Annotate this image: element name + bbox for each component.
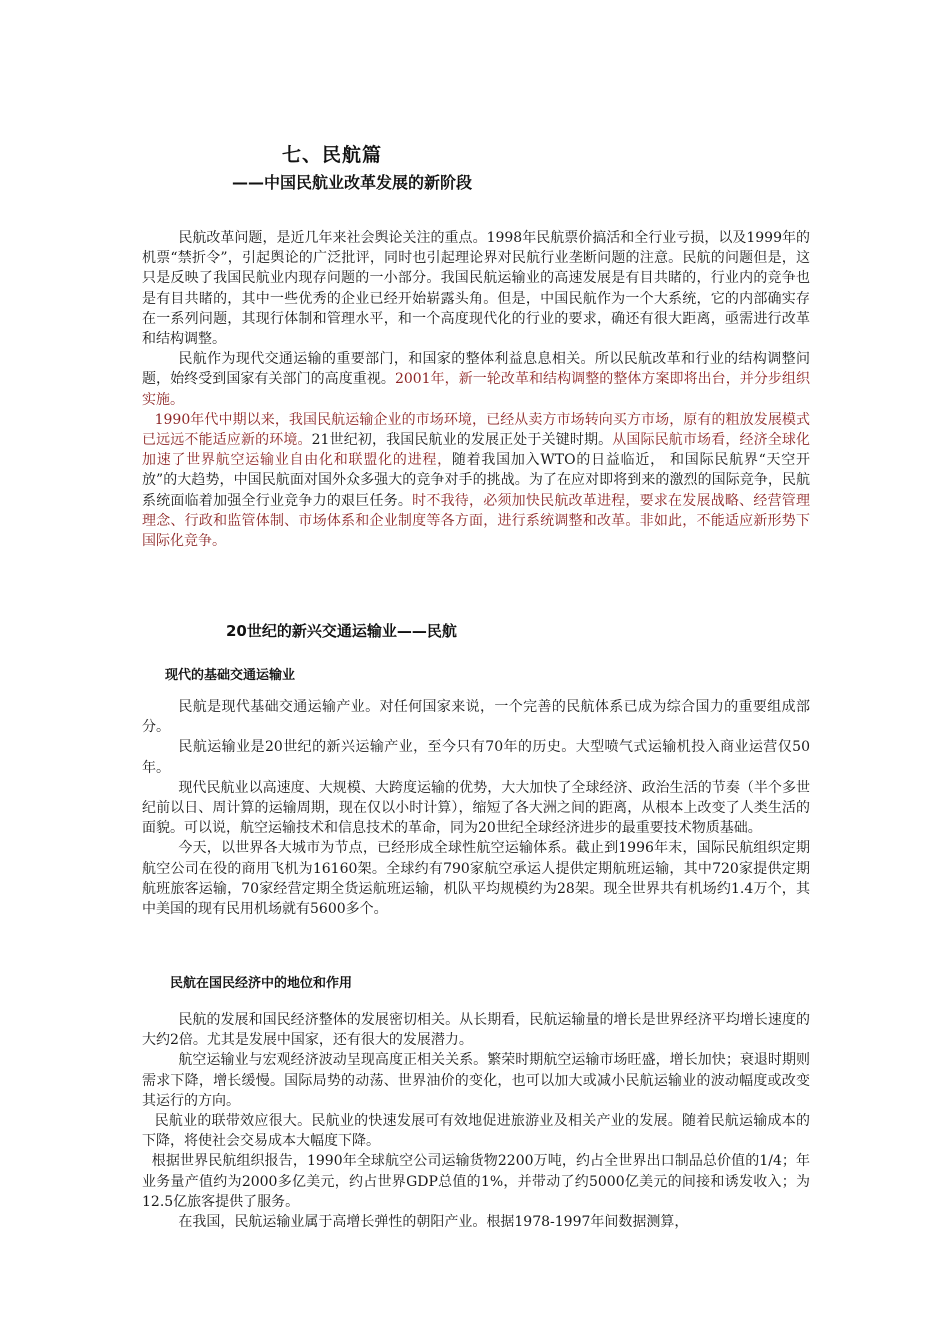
chapter-subtitle: ——中国民航业改革发展的新阶段: [232, 173, 473, 192]
section1-paragraph: 今天，以世界各大城市为节点，已经形成全球性航空运输体系。截止到1996年末，国际民航组织定期航空公司在役的商用飞机为16160架。全球约有790家航空承运人提供定期航班运输，其中720家提供定期航班旅客运输，70家经营定期全货运航班运输，机队平均规模约为28架。现全世界共有机场约1.4万个，其中美国的现有民用机场就有5600多个。: [142, 840, 810, 918]
section1-body: [142, 697, 810, 919]
section2-paragraph: 民航的发展和国民经济整体的发展密切相关。从长期看，民航运输量的增长是世界经济平均增长速度的大约2倍。尤其是发展中国家，还有很大的发展潜力。: [142, 1012, 810, 1049]
section2-body: [142, 1010, 810, 1232]
section1-paragraph: 民航运输业是20世纪的新兴运输产业，至今只有70年的历史。大型喷气式运输机投入商业运营仅50年。: [142, 739, 810, 776]
chapter-title: 七、民航篇: [282, 144, 383, 166]
intro-paragraph-2: [142, 349, 810, 410]
section2-paragraph: 根据世界民航组织报告，1990年全球航空公司运输货物2200万吨，约占全世界出口制品总价值的1/4；年业务量产值约为2000多亿美元，约占世界GDP总值的1%，并带动了约5000亿美元的间接和诱发收入；为12.5亿旅客提供了服务。: [142, 1153, 810, 1210]
intro-paragraph-2-text: 民航作为现代交通运输的重要部门，和国家的整体利益息息相关。所以民航改革和行业的结构调整问题，始终受到国家有关部门的高度重视。: [142, 351, 810, 388]
intro-paragraph-3-text-1: 21世纪初，我国民航业的发展正处于关键时期。: [311, 432, 613, 449]
subsection-heading-1: 现代的基础交通运输业: [165, 668, 296, 683]
intro-paragraph-3-highlight-1: 1990年代中期以来，我国民航运输企业的市场环境，已经从卖方市场转向买方市场，原有的粗放发展模式已远远不能适应新的环境。: [142, 411, 810, 449]
intro-body: [142, 228, 810, 551]
section2-paragraph: 航空运输业与宏观经济波动呈现高度正相关关系。繁荣时期航空运输市场旺盛，增长加快；衰退时期则需求下降，增长缓慢。国际局势的动荡、世界油价的变化，也可以加大或减小民航运输业的波动幅度或改变其运行的方向。: [142, 1052, 810, 1109]
intro-paragraph-2-highlight: 2001年，新一轮改革和结构调整的整体方案即将出台，并分步组织实施。: [142, 371, 810, 408]
subsection-heading-2: 民航在国民经济中的地位和作用: [170, 976, 353, 991]
intro-paragraph-3: [142, 410, 810, 551]
section1-paragraph: 现代民航业以高速度、大规模、大跨度运输的优势，大大加快了全球经济、政治生活的节奏（半个多世纪前以日、周计算的运输周期，现在仅以小时计算），缩短了各大洲之间的距离，从根本上改变了人类生活的面貌。可以说，航空运输技术和信息技术的革命，同为20世纪全球经济进步的最重要技术物质基础。: [142, 779, 810, 837]
intro-paragraph-3-text-2: 随着我国加入WTO的日益临近， 和国际民航界“天空开放”的大趋势，中国民航面对国外众多强大的竞争对手的挑战。为了在应对即将到来的激烈的国际竞争，民航系统面临着加强全行业竞争力的艰巨任务。: [142, 452, 811, 509]
section1-paragraph: 民航是现代基础交通运输产业。对任何国家来说，一个完善的民航体系已成为综合国力的重要组成部分。: [142, 699, 810, 736]
section2-paragraph: 民航业的联带效应很大。民航业的快速发展可有效地促进旅游业及相关产业的发展。随着民航运输成本的下降，将使社会交易成本大幅度下降。: [142, 1113, 810, 1150]
section-heading: 20世纪的新兴交通运输业——民航: [226, 622, 457, 640]
section2-paragraph: 在我国，民航运输业属于高增长弹性的朝阳产业。根据1978-1997年间数据测算，: [178, 1214, 689, 1231]
intro-paragraph-1: 民航改革问题，是近几年来社会舆论关注的重点。1998年民航票价搞活和全行业亏损，以及1999年的机票“禁折令”，引起舆论的广泛批评，同时也引起理论界对民航行业垄断问题的注意。民航的问题但是，这只是反映了我国民航业内现存问题的一小部分。我国民航运输业的高速发展是有目共睹的，行业内的竞争也是有目共睹的，其中一些优秀的企业已经开始崭露头角。但是，中国民航作为一个大系统，它的内部确实存在一系列问题，其现行体制和管理水平，和一个高度现代化的行业的要求，确还有很大距离，亟需进行改革和结构调整。: [142, 230, 810, 348]
intro-paragraph-3-highlight-2: 从国际民航市场看，经济全球化加速了世界航空运输业自由化和联盟化的进程，: [142, 432, 810, 469]
intro-paragraph-3-highlight-3: 时不我待，必须加快民航改革进程，要求在发展战略、经营管理理念、行政和监管体制、市场体系和企业制度等各方面，进行系统调整和改革。非如此，不能适应新形势下国际化竞争。: [142, 492, 811, 550]
